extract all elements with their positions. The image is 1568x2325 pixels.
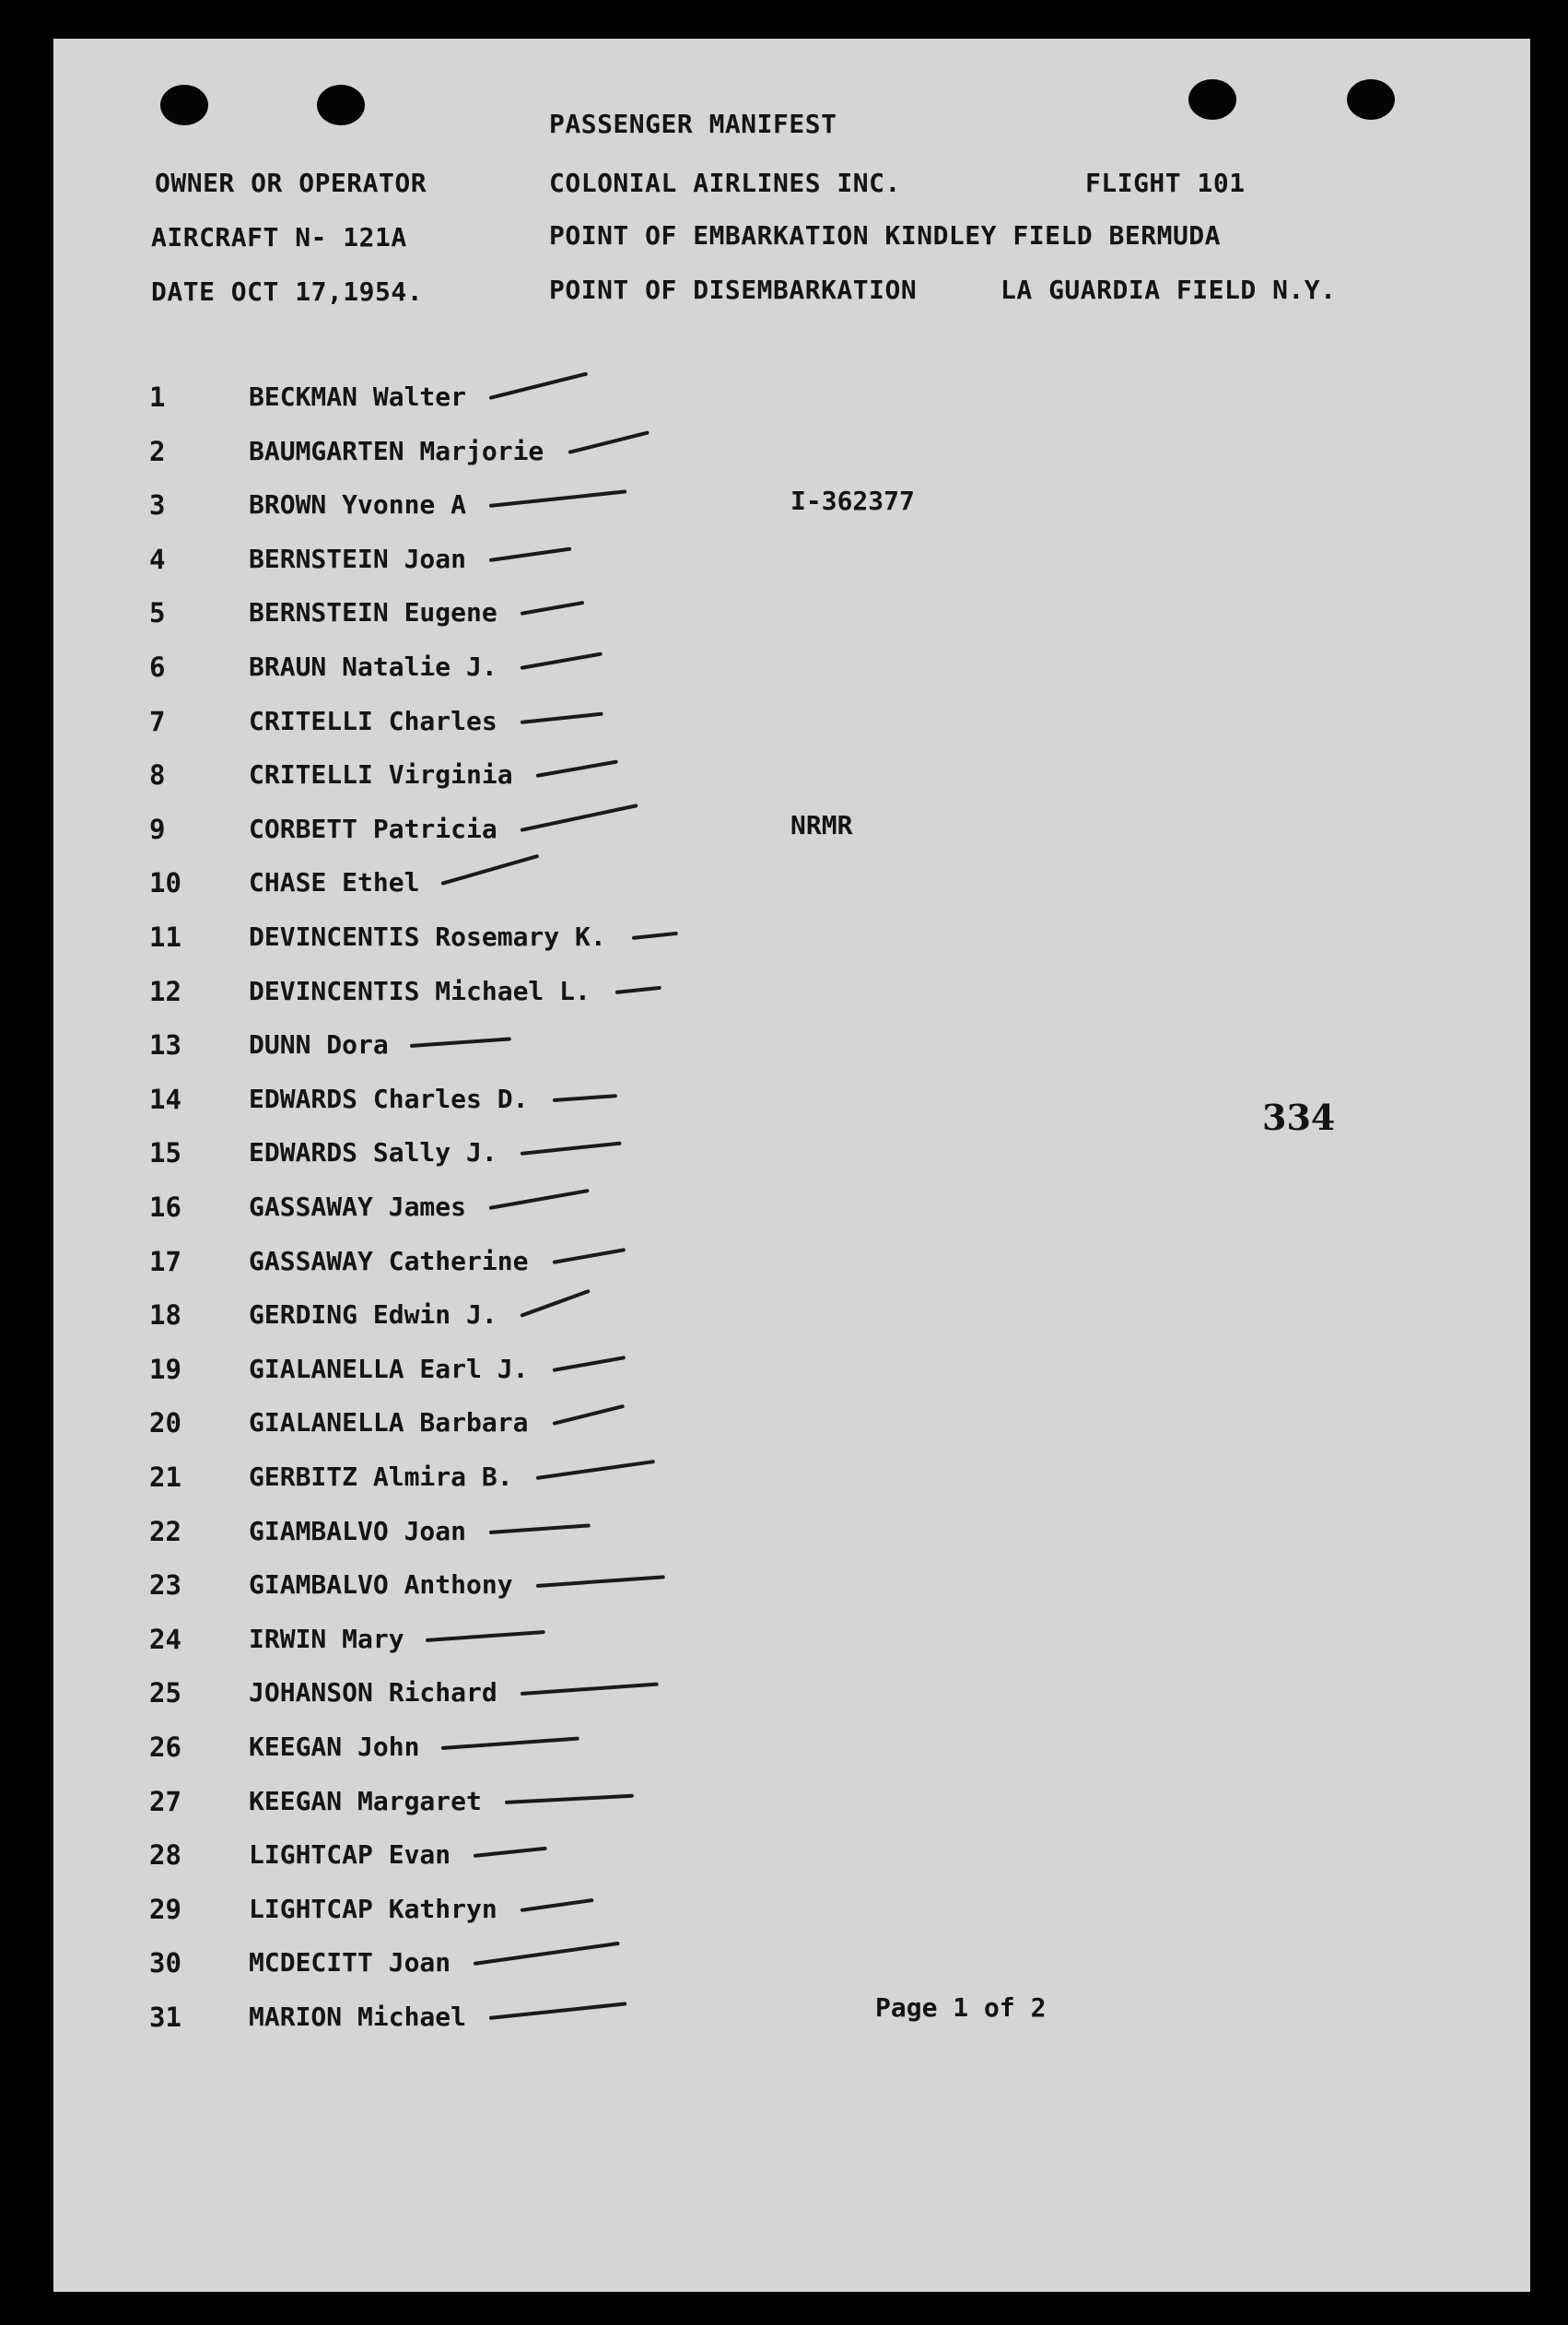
passenger-number: 24 — [149, 1623, 181, 1655]
passenger-number: 29 — [149, 1893, 181, 1925]
check-mark — [441, 1737, 579, 1750]
check-mark — [552, 1404, 625, 1426]
passenger-name: GERDING Edwin J. — [249, 1299, 497, 1331]
passenger-number: 8 — [149, 759, 166, 792]
passenger-number: 7 — [149, 705, 166, 737]
passenger-name: EDWARDS Charles D. — [249, 1083, 529, 1114]
stamp-number: 334 — [1262, 1097, 1336, 1138]
manifest-title: PASSENGER MANIFEST — [549, 109, 837, 139]
check-mark — [489, 490, 627, 509]
passenger-number: 14 — [149, 1083, 181, 1115]
passenger-name: CRITELLI Charles — [249, 705, 497, 736]
passenger-name: DUNN Dora — [249, 1029, 389, 1061]
flight-number: FLIGHT 101 — [1085, 168, 1246, 198]
passenger-number: 3 — [149, 489, 166, 522]
passenger-name: GIALANELLA Barbara — [249, 1407, 529, 1438]
check-mark — [521, 1683, 659, 1696]
check-mark — [473, 1847, 546, 1858]
disembarkation-label: POINT OF DISEMBARKATION — [549, 275, 918, 305]
disembarkation-value: LA GUARDIA FIELD N.Y. — [1000, 275, 1337, 305]
passenger-name: MCDECITT Joan — [249, 1947, 451, 1979]
check-mark — [441, 854, 540, 886]
passenger-number: 20 — [149, 1407, 181, 1439]
check-mark — [552, 1248, 625, 1264]
check-mark — [489, 1523, 591, 1534]
passenger-number: 15 — [149, 1137, 181, 1169]
passenger-number: 31 — [149, 2002, 181, 2033]
passenger-name: GASSAWAY Catherine — [249, 1245, 529, 1276]
passenger-name: CORBETT Patricia — [249, 813, 497, 844]
punch-hole — [317, 85, 365, 125]
passenger-number: 11 — [149, 922, 181, 953]
passenger-name: MARION Michael — [249, 2002, 467, 2032]
passenger-name: GASSAWAY James — [249, 1192, 467, 1222]
passenger-number: 28 — [149, 1839, 181, 1872]
check-mark — [536, 1575, 665, 1588]
passenger-number: 27 — [149, 1785, 181, 1817]
passenger-name: LIGHTCAP Evan — [249, 1839, 451, 1871]
check-mark — [536, 1460, 655, 1480]
check-mark — [521, 1898, 594, 1912]
passenger-number: 9 — [149, 813, 166, 845]
passenger-name: BERNSTEIN Eugene — [249, 597, 497, 628]
check-mark — [631, 932, 677, 940]
passenger-name: GIAMBALVO Anthony — [249, 1569, 513, 1601]
passenger-name: GIAMBALVO Joan — [249, 1515, 467, 1546]
punch-hole — [160, 85, 208, 125]
passenger-number: 13 — [149, 1029, 181, 1062]
passenger-name: IRWIN Mary — [249, 1623, 404, 1654]
passenger-number: 5 — [149, 597, 166, 629]
owner-value: COLONIAL AIRLINES INC. — [549, 168, 901, 198]
passenger-number: 17 — [149, 1245, 181, 1277]
passenger-number: 18 — [149, 1299, 181, 1332]
check-mark — [410, 1038, 511, 1049]
passenger-name: KEEGAN John — [249, 1732, 420, 1762]
manifest-date: DATE OCT 17,1954. — [151, 276, 424, 307]
passenger-name: BERNSTEIN Joan — [249, 543, 467, 574]
passenger-number: 2 — [149, 435, 166, 467]
check-mark — [536, 760, 618, 779]
check-mark — [488, 371, 588, 399]
passenger-number: 22 — [149, 1515, 181, 1547]
owner-label: OWNER OR OPERATOR — [155, 168, 427, 198]
embarkation-point: POINT OF EMBARKATION KINDLEY FIELD BERMUDA — [549, 220, 1222, 251]
passenger-number: 4 — [149, 543, 166, 575]
passenger-number: 16 — [149, 1192, 181, 1223]
check-mark — [521, 1289, 591, 1318]
passenger-number: 26 — [149, 1732, 181, 1763]
passenger-name: EDWARDS Sally J. — [249, 1137, 497, 1168]
passenger-name: GERBITZ Almira B. — [249, 1462, 513, 1492]
passenger-note: NRMR — [790, 809, 853, 840]
passenger-number: 23 — [149, 1569, 181, 1602]
check-mark — [521, 804, 638, 832]
passenger-name: KEEGAN Margaret — [249, 1785, 482, 1816]
passenger-note: I-362377 — [790, 486, 915, 517]
check-mark — [521, 1142, 622, 1156]
passenger-number: 1 — [149, 382, 166, 413]
punch-hole — [1188, 79, 1236, 120]
check-mark — [552, 1094, 616, 1102]
check-mark — [426, 1630, 545, 1642]
passenger-name: GIALANELLA Earl J. — [249, 1353, 529, 1384]
passenger-name: LIGHTCAP Kathryn — [249, 1893, 497, 1924]
check-mark — [505, 1793, 634, 1803]
check-mark — [552, 1356, 625, 1372]
passenger-name: CHASE Ethel — [249, 867, 420, 898]
passenger-number: 30 — [149, 1947, 181, 1979]
punch-hole — [1347, 79, 1395, 120]
aircraft-registration: AIRCRAFT N- 121A — [151, 222, 407, 252]
passenger-number: 25 — [149, 1677, 181, 1709]
passenger-number: 10 — [149, 867, 181, 899]
passenger-name: DEVINCENTIS Rosemary K. — [249, 922, 606, 952]
check-mark — [488, 1189, 589, 1210]
check-mark — [489, 2002, 627, 2020]
check-mark — [615, 985, 661, 993]
passenger-name: BRAUN Natalie J. — [249, 652, 497, 682]
check-mark — [521, 652, 603, 670]
check-mark — [473, 1942, 619, 1966]
passenger-number: 19 — [149, 1353, 181, 1385]
check-mark — [521, 711, 603, 723]
check-mark — [489, 546, 572, 561]
passenger-number: 6 — [149, 652, 166, 683]
passenger-name: JOHANSON Richard — [249, 1677, 497, 1709]
passenger-number: 21 — [149, 1462, 181, 1493]
passenger-number: 12 — [149, 975, 181, 1007]
passenger-name: BROWN Yvonne A — [249, 489, 467, 521]
check-mark — [521, 601, 585, 616]
passenger-name: DEVINCENTIS Michael L. — [249, 975, 591, 1006]
passenger-name: BAUMGARTEN Marjorie — [249, 435, 544, 466]
page-number: Page 1 of 2 — [875, 1992, 1047, 2023]
check-mark — [568, 430, 649, 454]
passenger-name: CRITELLI Virginia — [249, 759, 513, 791]
manifest-page — [53, 39, 1530, 2292]
passenger-name: BECKMAN Walter — [249, 382, 467, 412]
